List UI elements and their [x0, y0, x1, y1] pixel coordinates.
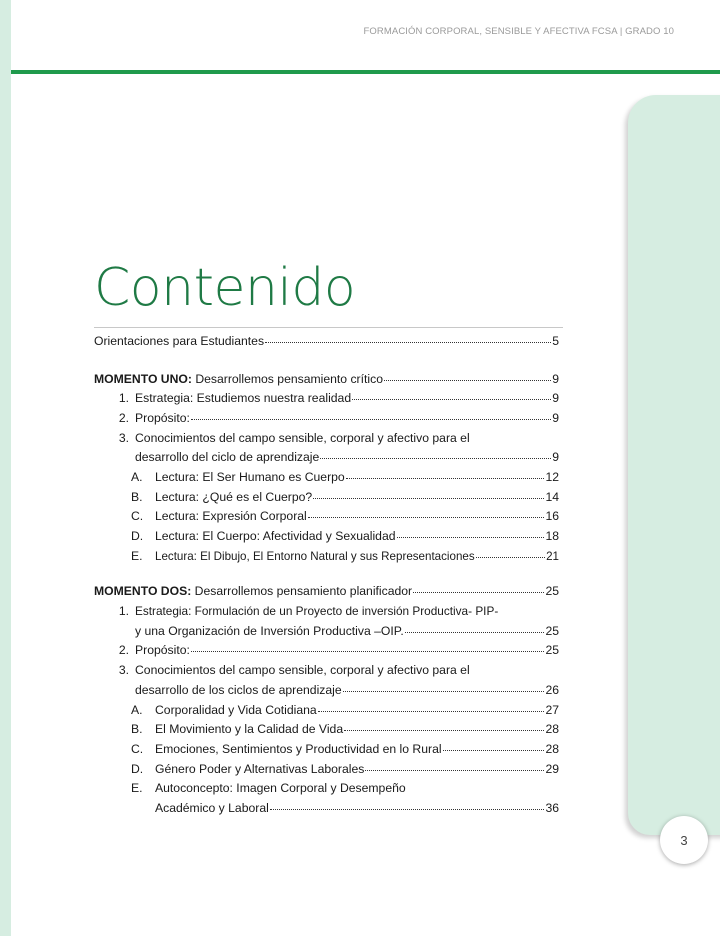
toc-entry-letter: B. — [131, 722, 143, 736]
toc-page-number: 26 — [545, 683, 559, 697]
section-label: MOMENTO DOS: — [94, 584, 192, 598]
section-title: Desarrollemos pensamiento planificador — [191, 584, 413, 598]
toc-page-number: 16 — [545, 509, 559, 523]
toc-entry[interactable] — [118, 661, 559, 680]
toc-entry-text: Autoconcepto: Imagen Corporal y Desempeño — [155, 781, 406, 795]
toc-entry-text: Estrategia: Formulación de un Proyecto de inversión Productiva- PIP- — [135, 604, 499, 618]
toc-entry-text — [94, 582, 412, 601]
leader-dots — [313, 497, 544, 499]
toc-subentry[interactable] — [131, 507, 559, 526]
page-title: Contenido — [94, 258, 356, 318]
leader-dots — [476, 556, 545, 558]
leader-dots — [443, 749, 545, 751]
leader-dots — [352, 398, 551, 400]
toc-entry-letter: A. — [131, 703, 143, 717]
toc-entry[interactable] — [118, 429, 559, 448]
toc-subentry[interactable] — [131, 701, 559, 720]
toc-entry-number: 1. — [118, 391, 129, 405]
toc-page-number: 21 — [546, 550, 559, 563]
toc-entry-text: Lectura: El Ser Humano es Cuerpo — [155, 470, 345, 484]
toc-entry-text: Género Poder y Alternativas Laborales — [155, 762, 365, 776]
toc-entry-text: Conocimientos del campo sensible, corporal y afectivo para el — [135, 663, 470, 677]
running-header: FORMACIÓN CORPORAL, SENSIBLE Y AFECTIVA FCSA | GRADO 10 — [363, 26, 674, 37]
leader-dots — [344, 729, 544, 731]
leader-dots — [405, 631, 545, 633]
toc-page-number: 14 — [545, 490, 559, 504]
toc-page-number: 12 — [545, 470, 559, 484]
toc-entry-letter: C. — [131, 742, 144, 756]
toc-entry-number: 2. — [118, 643, 129, 657]
leader-dots — [384, 379, 551, 381]
toc-entry-text: Lectura: El Cuerpo: Afectividad y Sexualidad — [155, 529, 396, 543]
toc-subentry[interactable] — [131, 760, 559, 779]
toc-page-number: 25 — [545, 624, 559, 638]
toc-entry-text — [94, 370, 383, 389]
toc-page-number: 9 — [552, 450, 559, 464]
toc-entry-text: El Movimiento y la Calidad de Vida — [155, 722, 344, 736]
leader-dots — [191, 650, 545, 652]
toc-entry[interactable] — [118, 641, 559, 660]
section-title: Desarrollemos pensamiento crítico — [191, 372, 383, 386]
toc-subentry[interactable] — [131, 527, 559, 546]
toc-entry-text: desarrollo de los ciclos de aprendizaje — [135, 683, 342, 697]
toc-page-number: 9 — [552, 411, 559, 425]
toc-entry-letter: D. — [131, 529, 144, 543]
toc-entry-continuation[interactable] — [135, 448, 559, 467]
toc-entry-letter: E. — [131, 781, 143, 795]
toc-subentry[interactable] — [131, 488, 559, 507]
toc-entry-text: Lectura: El Dibujo, El Entorno Natural y sus Representaciones — [155, 550, 475, 563]
toc-page-number: 36 — [545, 801, 559, 815]
toc-entry[interactable] — [118, 409, 559, 428]
toc-page-number: 25 — [545, 643, 559, 657]
toc-entry-text: Orientaciones para Estudiantes — [94, 334, 265, 348]
toc-entry-number: 1. — [118, 604, 129, 618]
toc-section-momento-uno[interactable] — [94, 370, 559, 389]
toc-entry-letter: D. — [131, 762, 144, 776]
toc-page-number: 9 — [552, 391, 559, 405]
toc-entry-text: Lectura: ¿Qué es el Cuerpo? — [155, 490, 313, 504]
toc-entry-continuation[interactable] — [135, 622, 559, 641]
toc-page-number: 27 — [545, 703, 559, 717]
toc-entry-text: Corporalidad y Vida Cotidiana — [155, 703, 317, 717]
toc-page-number: 29 — [545, 762, 559, 776]
toc-subentry-continuation[interactable] — [155, 799, 559, 818]
leader-dots — [397, 536, 545, 538]
toc-entry-text: Académico y Laboral — [155, 801, 269, 815]
leader-dots — [191, 418, 551, 420]
toc-entry[interactable] — [118, 389, 559, 408]
leader-dots — [343, 690, 545, 692]
toc-entry-letter: E. — [131, 549, 143, 563]
toc-entry-text: Conocimientos del campo sensible, corporal y afectivo para el — [135, 431, 470, 445]
toc-entry-letter: A. — [131, 470, 143, 484]
leader-dots — [318, 710, 545, 712]
toc-entry-number: 2. — [118, 411, 129, 425]
toc-page-number: 9 — [552, 372, 559, 386]
toc-entry-letter: B. — [131, 490, 143, 504]
toc-subentry[interactable] — [131, 547, 559, 566]
toc-subentry[interactable] — [131, 740, 559, 759]
toc-page-number: 28 — [545, 742, 559, 756]
toc-entry-text: Propósito: — [135, 643, 190, 657]
toc-subentry[interactable] — [131, 468, 559, 487]
toc-page-number: 5 — [552, 334, 559, 348]
toc-page-number: 18 — [545, 529, 559, 543]
toc-entry[interactable] — [118, 602, 559, 621]
toc-entry-text: Propósito: — [135, 411, 190, 425]
leader-dots — [308, 516, 545, 518]
leader-dots — [346, 477, 545, 479]
section-label: MOMENTO UNO: — [94, 372, 192, 386]
leader-dots — [320, 457, 551, 459]
toc-page-number: 28 — [545, 722, 559, 736]
toc-entry-letter: C. — [131, 509, 144, 523]
leader-dots — [265, 341, 551, 343]
toc-entry-text: Lectura: Expresión Corporal — [155, 509, 307, 523]
toc-entry-number: 3. — [118, 431, 129, 445]
toc-section-momento-dos[interactable] — [94, 582, 559, 601]
toc-entry-text: Estrategia: Estudiemos nuestra realidad — [135, 391, 352, 405]
leader-dots — [270, 808, 545, 810]
toc-entry-number: 3. — [118, 663, 129, 677]
leader-dots — [413, 591, 544, 593]
toc-entry-text: desarrollo del ciclo de aprendizaje — [135, 450, 320, 464]
toc-entry-text: Emociones, Sentimientos y Productividad en lo Rural — [155, 742, 442, 756]
toc-page-number: 25 — [545, 584, 559, 598]
leader-dots — [365, 769, 544, 771]
toc-entry-continuation[interactable] — [135, 681, 559, 700]
page-number: 3 — [660, 816, 708, 864]
toc-subentry[interactable] — [131, 720, 559, 739]
toc-subentry[interactable] — [131, 779, 559, 798]
toc-entry-text: y una Organización de Inversión Productiva –OIP. — [135, 624, 404, 638]
toc-entry-orientaciones[interactable] — [94, 332, 559, 351]
